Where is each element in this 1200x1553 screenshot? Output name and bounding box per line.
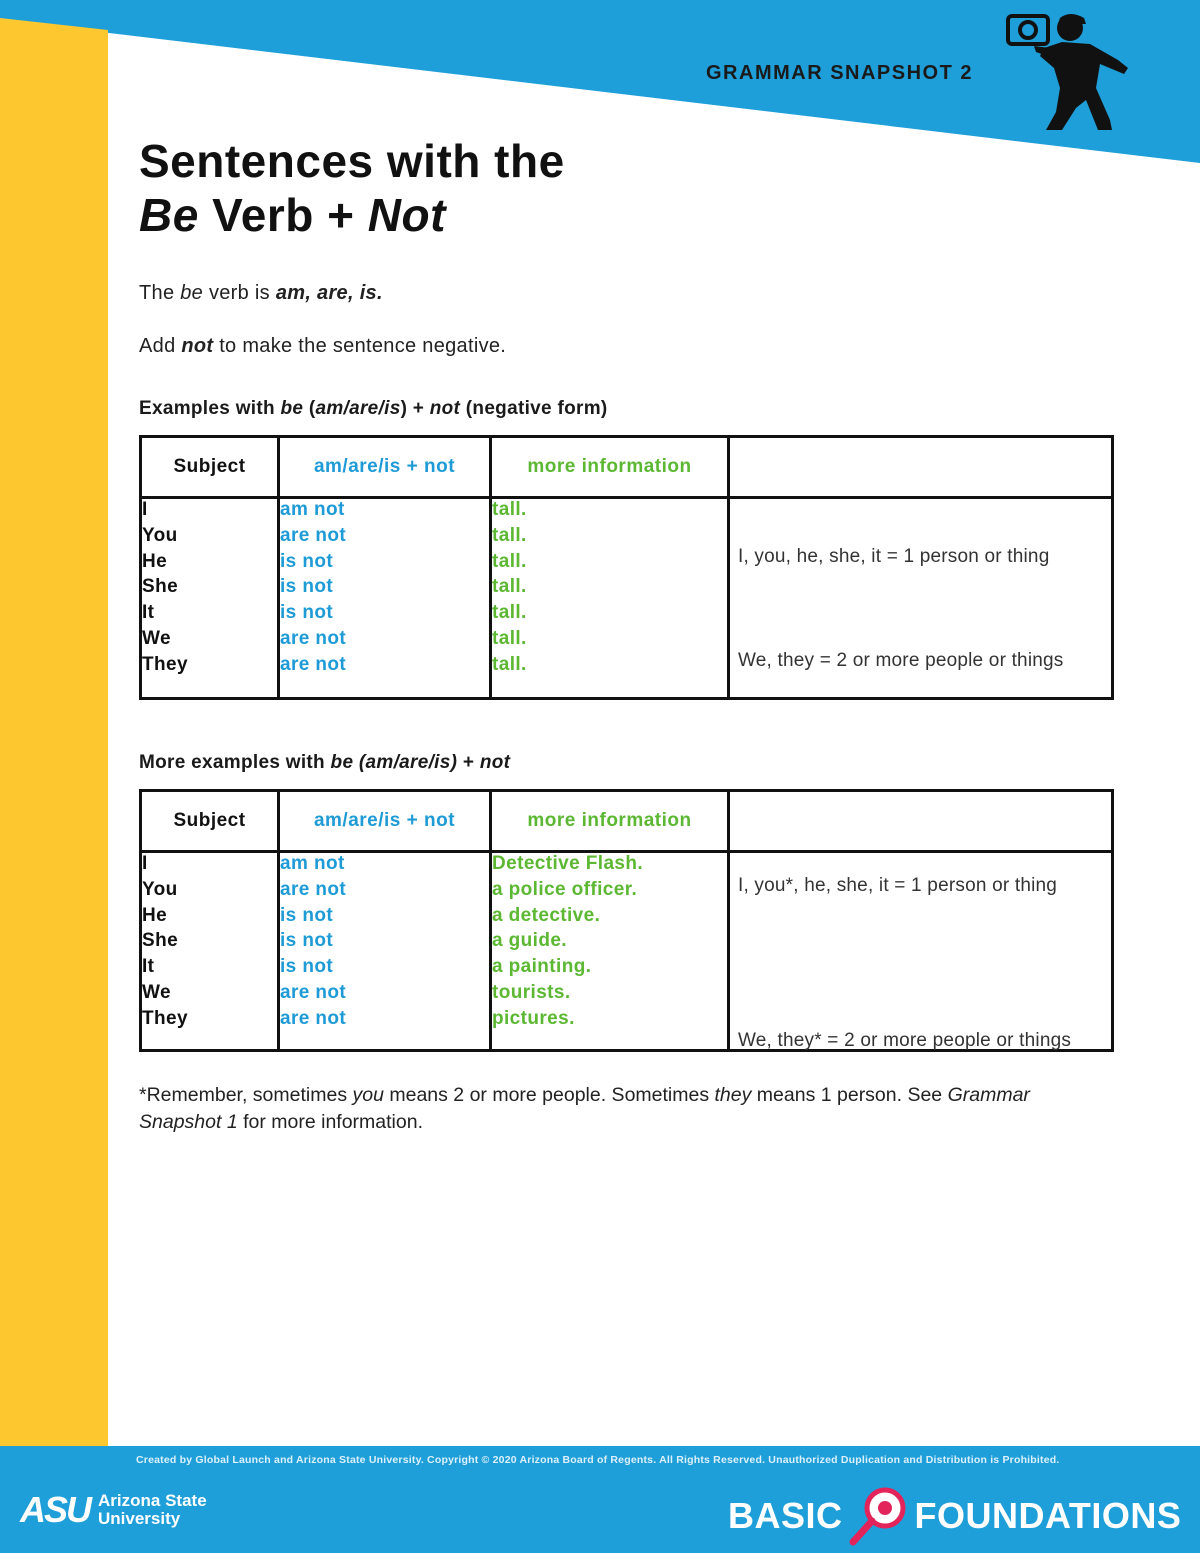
- section-italic: not: [479, 752, 511, 773]
- footer: [0, 1446, 1200, 1553]
- note-plural: We, they = 2 or more people or things: [738, 650, 1064, 671]
- verb-cell: are not: [280, 524, 347, 546]
- header-notes: [729, 437, 1113, 498]
- section-text: (: [303, 398, 316, 419]
- note-plural: We, they* = 2 or more people or things: [738, 1030, 1072, 1051]
- left-yellow-band: [0, 18, 108, 1446]
- intro-text: The: [139, 282, 181, 304]
- info-cell: tall.: [492, 627, 527, 649]
- title-line-1: Sentences with the: [139, 135, 565, 187]
- table-header-row: [141, 437, 1113, 498]
- subject-cell: I: [142, 853, 148, 874]
- asu-name: [98, 1492, 207, 1528]
- subject-cell: He: [142, 550, 168, 572]
- intro-be-verb: [139, 282, 383, 305]
- verb-column: [279, 852, 491, 1051]
- header-subject: Subject: [141, 437, 279, 498]
- info-column: [491, 498, 729, 699]
- intro-add-not: [139, 335, 506, 358]
- copyright-text: Created by Global Launch and Arizona State University. Copyright © 2020 Arizona Board of Regents. All Rights Reserved. Unauthorized Duplication and Distribution is Prohibited.: [136, 1454, 1060, 1466]
- verb-column: [279, 498, 491, 699]
- info-cell: Detective Flash.: [492, 853, 644, 874]
- asu-logo: [20, 1489, 207, 1530]
- verb-cell: is not: [280, 956, 334, 978]
- title-be: Be: [139, 189, 199, 241]
- info-cell: a painting.: [492, 956, 592, 978]
- subject-cell: They: [142, 1007, 188, 1029]
- verb-cell: is not: [280, 904, 334, 926]
- info-cell: tall.: [492, 653, 527, 675]
- verb-cell: am not: [280, 853, 345, 874]
- section-text: (negative form): [460, 398, 608, 419]
- section-heading-examples: [139, 398, 608, 420]
- header-verb: am/are/is + not: [279, 437, 491, 498]
- info-cell: tourists.: [492, 981, 571, 1003]
- info-column: [491, 852, 729, 1051]
- subject-cell: She: [142, 930, 179, 952]
- subject-column: [141, 852, 279, 1051]
- verb-cell: is not: [280, 930, 334, 952]
- footnote-text: means 2 or more people. Sometimes: [383, 1084, 715, 1106]
- info-cell: pictures.: [492, 1007, 575, 1029]
- section-text: More examples with: [139, 752, 331, 773]
- section-heading-more-examples: [139, 752, 510, 774]
- verb-cell: are not: [280, 981, 347, 1003]
- intro-text: to make the sentence negative.: [213, 335, 507, 357]
- verb-cell: are not: [280, 1007, 347, 1029]
- asu-name-line: Arizona State: [98, 1491, 207, 1510]
- title-verb-plus: Verb +: [198, 189, 368, 241]
- footnote-italic: they: [714, 1084, 752, 1106]
- header-notes: [729, 791, 1113, 852]
- note-singular: I, you*, he, she, it = 1 person or thing: [738, 875, 1058, 896]
- footnote-italic: Grammar Snapshot 1: [139, 1084, 1030, 1133]
- intro-text: verb is: [203, 282, 276, 304]
- info-cell: a detective.: [492, 904, 601, 926]
- notes-column: [729, 852, 1113, 1051]
- subject-cell: We: [142, 981, 171, 1003]
- header-more-info: more information: [491, 437, 729, 498]
- note-singular: I, you, he, she, it = 1 person or thing: [738, 546, 1050, 567]
- footnote-italic: you: [352, 1084, 384, 1106]
- subject-cell: It: [142, 956, 155, 978]
- detective-silhouette-icon: [1000, 8, 1135, 133]
- verb-cell: is not: [280, 602, 334, 624]
- intro-text: Add: [139, 335, 182, 357]
- brand-basic: BASIC: [728, 1495, 843, 1536]
- subject-cell: You: [142, 524, 178, 546]
- snapshot-label: GRAMMAR SNAPSHOT 2: [706, 62, 974, 84]
- subject-cell: They: [142, 653, 188, 675]
- basic-foundations-logo: [728, 1484, 1181, 1548]
- notes-column: [729, 498, 1113, 699]
- subject-column: [141, 498, 279, 699]
- info-cell: tall.: [492, 602, 527, 624]
- section-italic: be (am/are/is): [330, 752, 458, 773]
- verb-cell: are not: [280, 627, 347, 649]
- table-row: [141, 498, 1113, 699]
- title-not: Not: [367, 189, 446, 241]
- verb-cell: is not: [280, 550, 334, 572]
- subject-cell: She: [142, 576, 179, 598]
- footnote-text: *Remember, sometimes: [139, 1084, 353, 1106]
- intro-be-italic: be: [180, 282, 204, 304]
- table-header-row: [141, 791, 1113, 852]
- magnifying-glass-icon: [847, 1484, 911, 1548]
- verb-cell: is not: [280, 576, 334, 598]
- info-cell: a police officer.: [492, 878, 638, 900]
- asu-mark: ASU: [20, 1489, 91, 1530]
- page-title: [139, 134, 565, 242]
- footnote: [139, 1082, 1099, 1136]
- table-row: [141, 852, 1113, 1051]
- subject-cell: You: [142, 878, 178, 900]
- intro-forms: am, are, is.: [275, 282, 383, 304]
- info-cell: tall.: [492, 550, 527, 572]
- info-cell: tall.: [492, 524, 527, 546]
- brand-foundations: FOUNDATIONS: [914, 1495, 1182, 1536]
- section-text: +: [457, 752, 480, 773]
- verb-cell: are not: [280, 878, 347, 900]
- header-subject: Subject: [141, 791, 279, 852]
- section-italic: am/are/is: [315, 398, 401, 419]
- subject-cell: We: [142, 627, 171, 649]
- subject-cell: He: [142, 904, 168, 926]
- info-cell: tall.: [492, 576, 527, 598]
- asu-name-line: University: [98, 1509, 181, 1528]
- examples-table: [139, 435, 1114, 700]
- info-cell: a guide.: [492, 930, 567, 952]
- verb-cell: are not: [280, 653, 347, 675]
- subject-cell: It: [142, 602, 155, 624]
- section-italic: be: [280, 398, 304, 419]
- footnote-text: means 1 person. See: [751, 1084, 948, 1106]
- section-text: Examples with: [139, 398, 281, 419]
- verb-cell: am not: [280, 499, 345, 520]
- intro-not-bold: not: [181, 335, 214, 357]
- section-text: ) +: [400, 398, 430, 419]
- section-italic: not: [429, 398, 461, 419]
- more-examples-table: [139, 789, 1114, 1052]
- subject-cell: I: [142, 499, 148, 520]
- header-more-info: more information: [491, 791, 729, 852]
- footnote-text: for more information.: [237, 1111, 423, 1133]
- header-verb: am/are/is + not: [279, 791, 491, 852]
- info-cell: tall.: [492, 499, 527, 520]
